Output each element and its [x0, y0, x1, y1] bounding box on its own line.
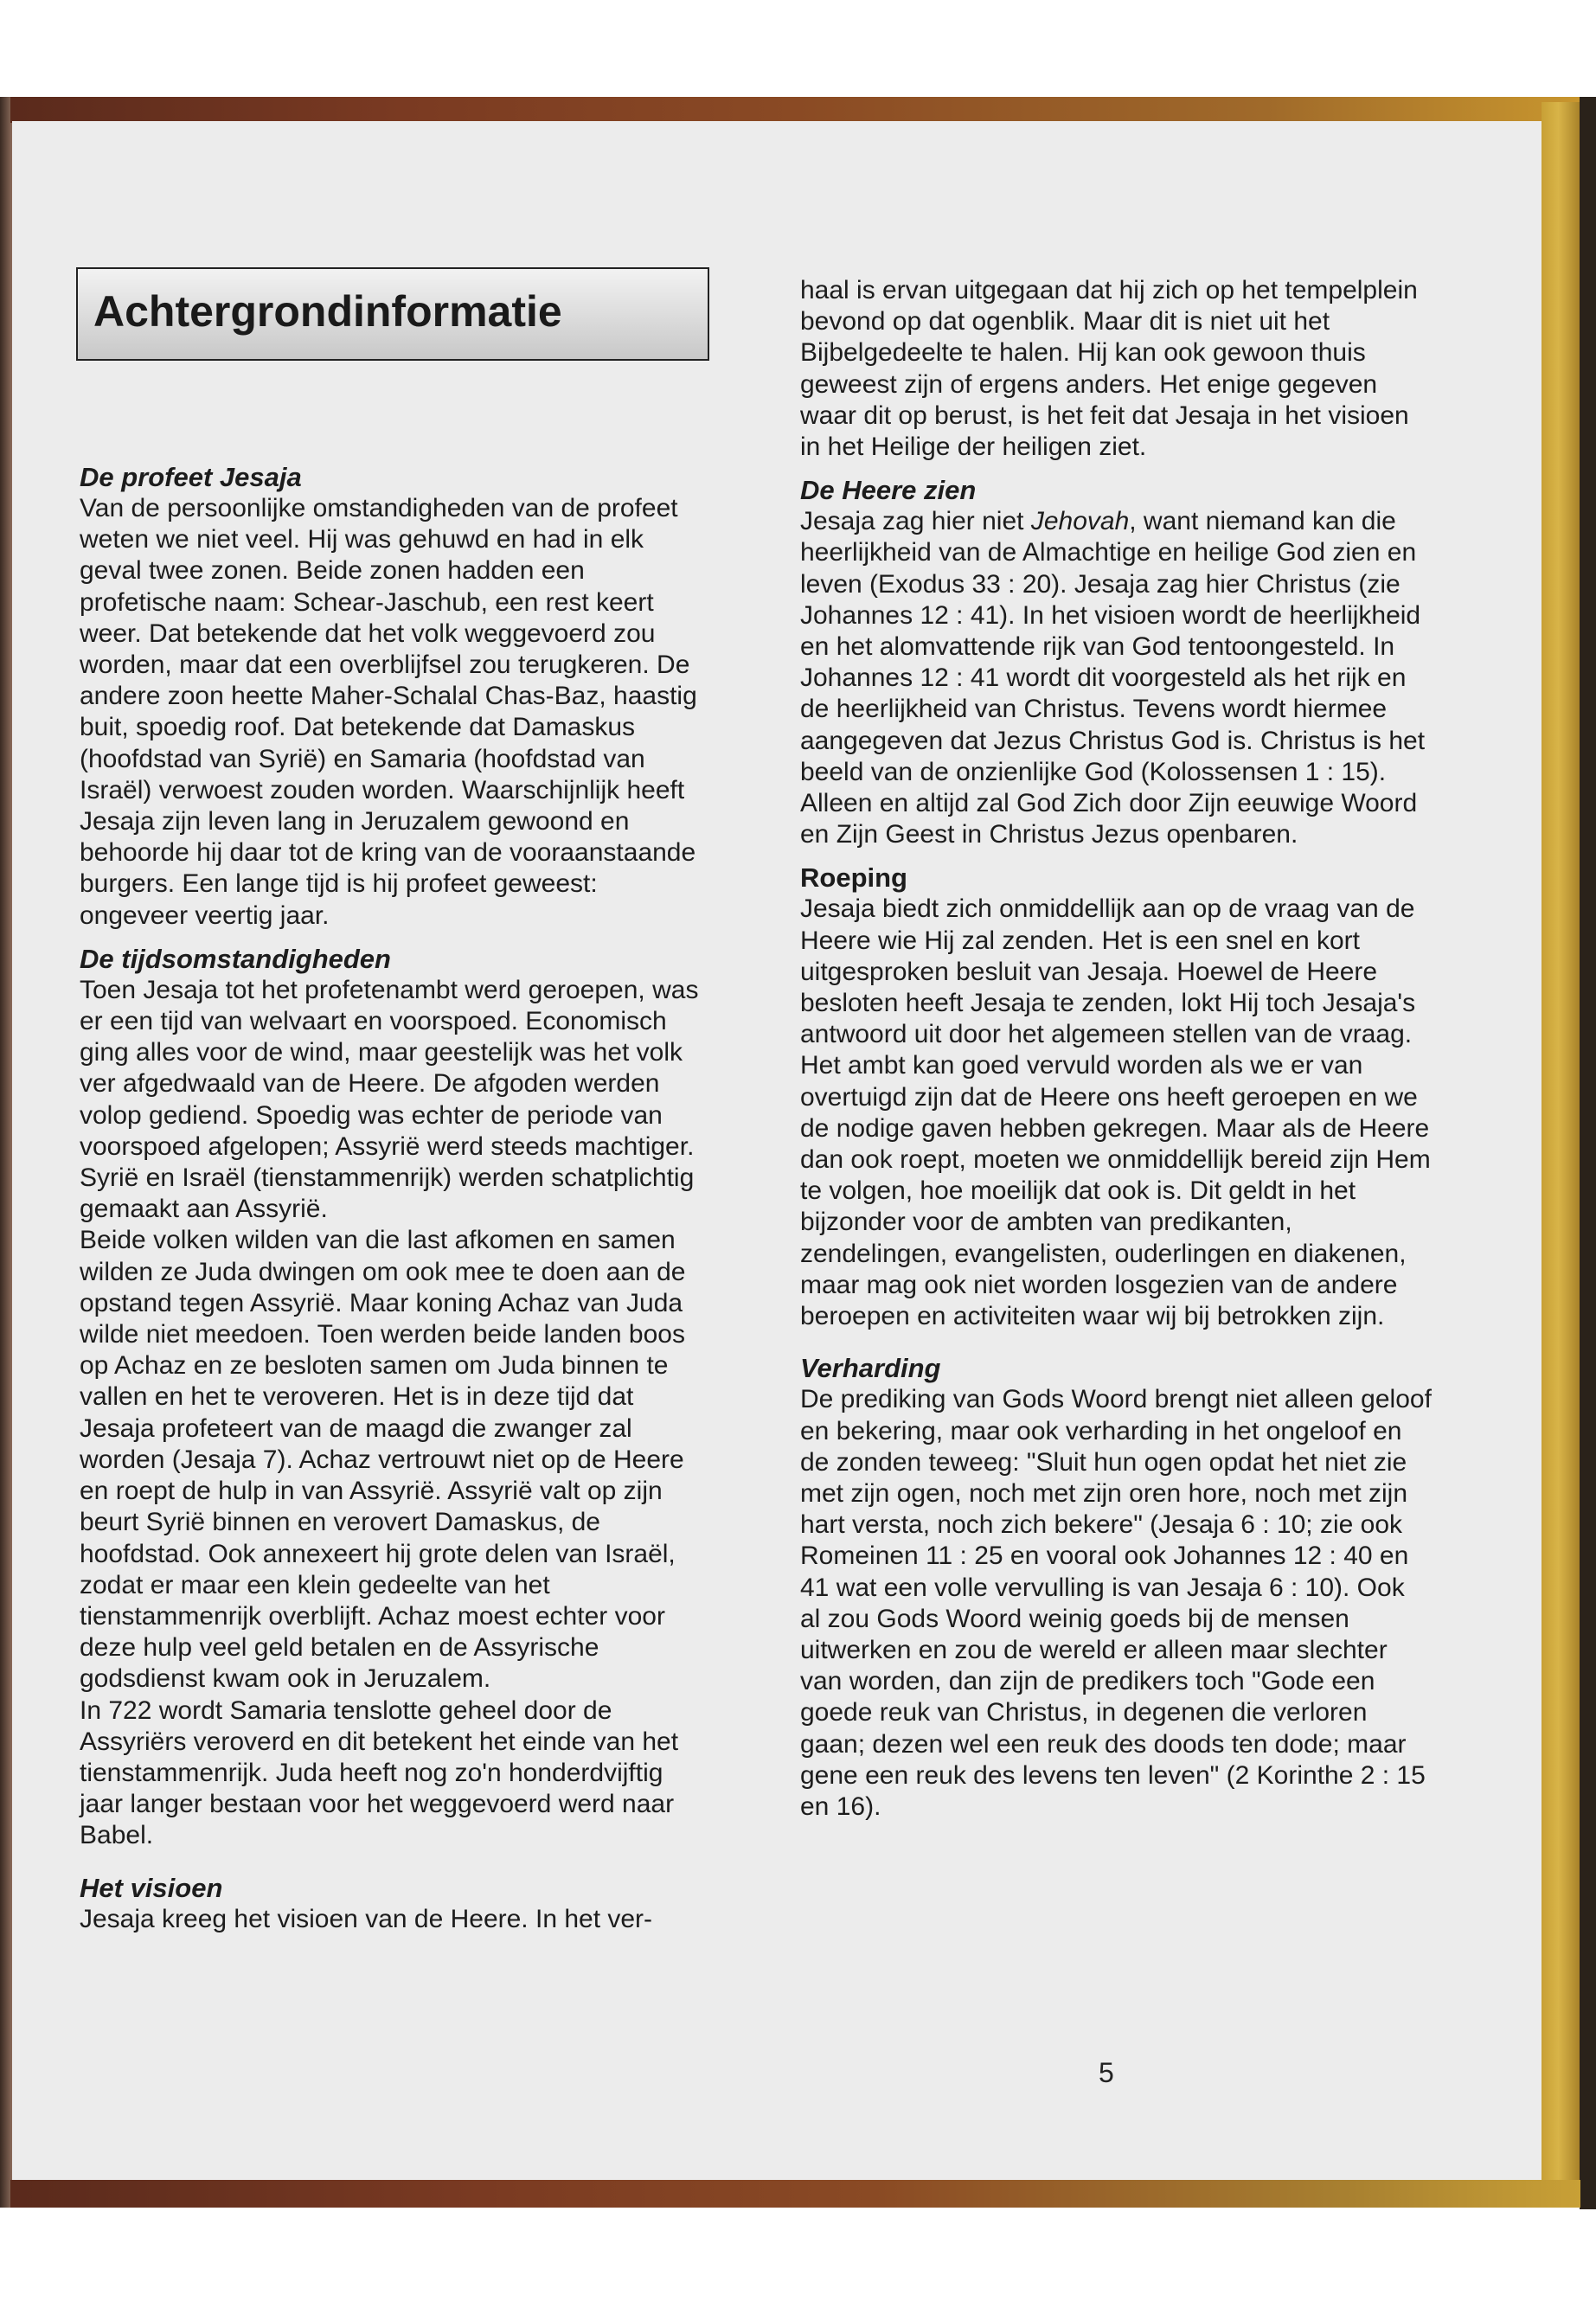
- book-spine-left: [0, 97, 12, 2208]
- book-cover-edge: [1580, 97, 1596, 2209]
- section-header-box: [76, 267, 709, 361]
- paragraph: Toen Jesaja tot het profetenambt werd geroepen, was er een tijd van welvaart en voorspoed. Economisch ging alles voor de wind, maar geestelijk was het volk ver afgedwaald van de Heere. De afgoden werden volop gediend. Spoedig was echter de periode van voorspoed afgelopen; Assyrië werd steeds machtiger. Syrië en Israël (tienstammenrijk) werden schatplichtig gemaakt aan Assyrië.: [80, 975, 699, 1224]
- heading-de-tijdsomstandigheden: De tijdsomstandigheden: [80, 943, 391, 974]
- right-column: [800, 275, 1432, 1823]
- heading-de-profeet-jesaja: De profeet Jesaja: [80, 462, 302, 492]
- heading-het-visioen: Het visioen: [80, 1872, 223, 1903]
- book-binding-right: [1542, 102, 1580, 2204]
- book-binding-top: [10, 97, 1580, 123]
- emphasis-jehovah: Jehovah: [1030, 507, 1130, 536]
- paragraph: haal is ervan uitgegaan dat hij zich op het tempelplein bevond op dat ogenblik. Maar dit is niet uit het Bijbelgedeelte te halen. Hij kan ook gewoon thuis geweest zijn of ergens anders. Het enige gegeven waar dit op berust, is het feit dat Jesaja in het visioen in het Heilige der heiligen ziet.: [800, 276, 1418, 462]
- heading-de-heere-zien: De Heere zien: [800, 475, 977, 506]
- book-binding-bottom: [10, 2180, 1580, 2208]
- paragraph: De prediking van Gods Woord brengt niet alleen geloof en bekering, maar ook verharding in het ongeloof en de zonden teweeg: "Sluit hun ogen opdat het niet zie met zijn ogen, noch met zijn oren hore, noch met zijn hart versta, noch zich bekere" (Jesaja 6 : 10; zie ook Romeinen 11 : 25 en vooral ook Johannes 12 : 40 en 41 wat een volle vervulling is van Jesaja 6 : 10). Ook al zou Gods Woord weinig goeds bij de mensen uitwerken en zou de wereld er alleen maar slechter van worden, dan zijn de predikers toch "Gode een goede reuk van Christus, in degenen die verloren gaan; dezen wel een reuk des doods ten dode; maar gene een reuk des levens ten leven" (2 Korinthe 2 : 15 en 16).: [800, 1385, 1432, 1821]
- section-title: Achtergrondinformatie: [93, 287, 562, 336]
- page-number: 5: [1099, 2057, 1114, 2088]
- paragraph: Jesaja kreeg het visioen van de Heere. In het ver-: [80, 1904, 653, 1933]
- text-run: , want niemand kan die heerlijkheid van de Almachtige en heilige God zien en leven (Exodus 33 : 20). Jesaja zag hier Christus (zie Johannes 12 : 41). In het visioen wordt de heerlijkheid en het alomvattende rijk van God tentoongesteld. In Johannes 12 : 41 wordt dit voorgesteld als het rijk en de heerlijkheid van Christus. Tevens wordt hiermee aangegeven dat Jezus Christus God is. Christus is het beeld van de onzienlijke God (Kolossensen 1 : 15). Alleen en altijd zal God Zich door Zijn eeuwige Woord en Zijn Geest in Christus Jezus openbaren.: [800, 507, 1426, 849]
- paragraph: Van de persoonlijke omstandigheden van de profeet weten we niet veel. Hij was gehuwd en had in elk geval twee zonen. Beide zonen hadden een profetische naam: Schear-Jaschub, een rest keert weer. Dat betekende dat het volk weggevoerd zou worden, maar dat een overblijfsel zou terugkeren. De andere zoon heette Maher-Schalal Chas-Baz, haastig buit, spoedig roof. Dat betekende dat Damaskus (hoofdstad van Syrië) en Samaria (hoofdstad van Israël) verwoest zouden worden. Waarschijnlijk heeft Jesaja zijn leven lang in Jeruzalem gewoond en behoorde hij daar tot de kring van de vooraanstaande burgers. Een lange tijd is hij profeet geweest: ongeveer veertig jaar.: [80, 494, 697, 930]
- paragraph: [800, 506, 1432, 850]
- paragraph: In 722 wordt Samaria tenslotte geheel door de Assyriërs veroverd en dit betekent het einde van het tienstammenrijk. Juda heeft nog zo'n honderdvijftig jaar langer bestaan voor het weggevoerd werd naar Babel.: [80, 1695, 679, 1850]
- left-column: [80, 462, 709, 1935]
- paragraph: Beide volken wilden van die last afkomen en samen wilden ze Juda dwingen om ook mee te doen aan de opstand tegen Assyrië. Maar koning Achaz van Juda wilde niet meedoen. Toen werden beide landen boos op Achaz en ze besloten samen om Juda binnen te vallen en het te veroveren. Het is in deze tijd dat Jesaja profeteert van de maagd die zwanger zal worden (Jesaja 7). Achaz vertrouwt niet op de Heere en roept de hulp in van Assyrië. Assyrië valt op zijn beurt Syrië binnen en verovert Damaskus, de hoofdstad. Ook annexeert hij grote delen van Israël, zodat er maar een klein gedeelte van het tienstammenrijk overblijft. Achaz moest echter voor deze hulp veel geld betalen en de Assyrische godsdienst kwam ook in Jeruzalem.: [80, 1226, 686, 1694]
- paragraph: Jesaja biedt zich onmiddellijk aan op de vraag van de Heere wie Hij zal zenden. Het is een snel en kort uitgesproken besluit van Jesaja. Hoewel de Heere besloten heeft Jesaja te zenden, lokt Hij toch Jesaja's antwoord uit door het algemeen stellen van de vraag. Het ambt kan goed vervuld worden als we er van overtuigd zijn dat de Heere ons heeft geroepen en we de nodige gaven hebben gekregen. Maar als de Heere dan ook roept, moeten we onmiddellijk bereid zijn Hem te volgen, hoe moeilijk dat ook is. Dit geldt in het bijzonder voor de ambten van predikanten, zendelingen, evangelisten, ouderlingen en diakenen, maar mag ook niet worden losgezien van de andere beroepen en activiteiten waar wij bij betrokken zijn.: [800, 894, 1431, 1331]
- text-run: Jesaja zag hier niet: [800, 507, 1031, 536]
- heading-verharding: Verharding: [800, 1353, 941, 1384]
- heading-roeping: Roeping: [800, 862, 907, 894]
